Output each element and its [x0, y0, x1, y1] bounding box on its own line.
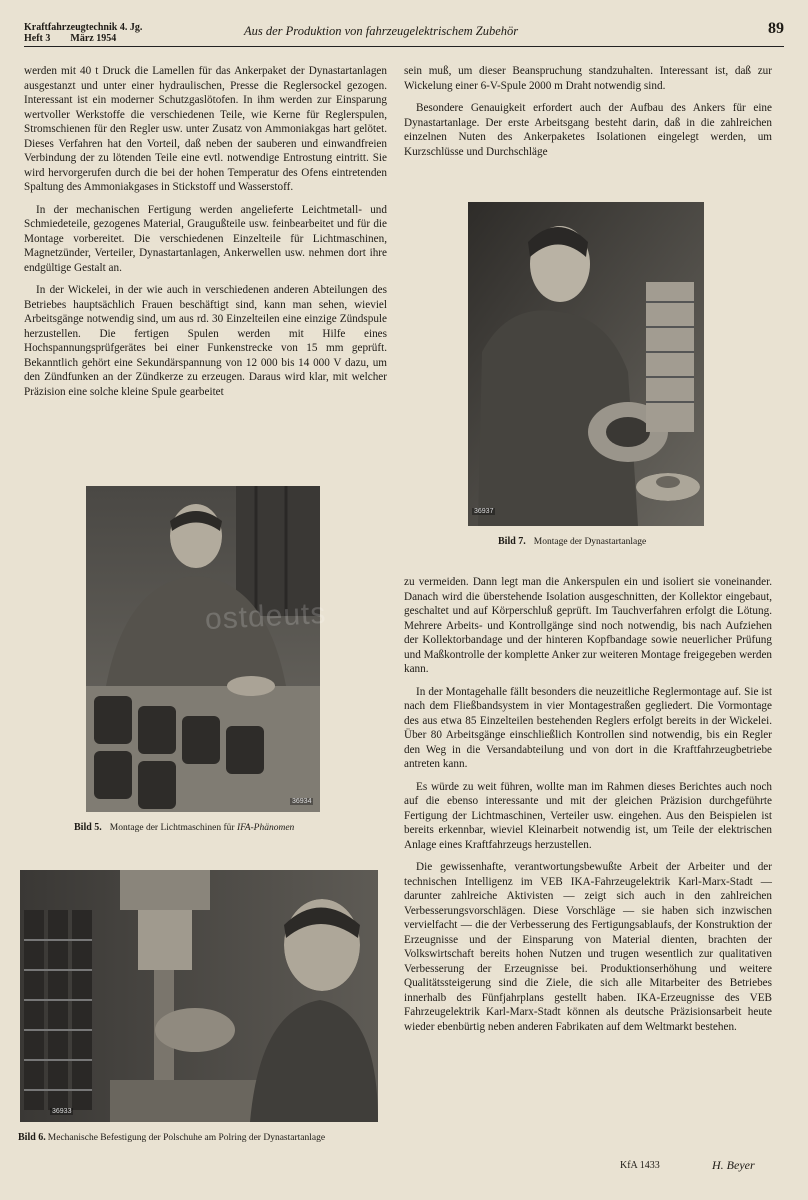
caption-label: Bild 6. [18, 1132, 46, 1143]
header-rule [24, 46, 784, 47]
photo-bild-5 [86, 486, 320, 812]
photo-bild-6 [20, 870, 378, 1122]
caption-text: Mechanische Befestigung der Polschuhe am Polring der Dynastartanlage [47, 1133, 326, 1143]
photo-stamp: 36933 [52, 1108, 72, 1115]
photo-bild-7 [468, 202, 704, 526]
signoff-code: KfA 1433 [620, 1160, 660, 1171]
paragraph: sein muß, um dieser Beanspruchung standzuhalten. Interessant ist, daß zur Wickelung einer 6-V-Spule 2000 m Draht notwendig sind. [404, 65, 772, 92]
watermark: ostdeuts [204, 596, 328, 637]
journal-line1: Kraftfahrzeugtechnik 4. Jg. [24, 22, 143, 33]
left-column-text [24, 64, 387, 407]
signoff-author: H. Beyer [712, 1158, 755, 1172]
journal-line2: Heft 3 März 1954 [24, 33, 117, 44]
paragraph: In der Wickelei, in der wie auch in verschiedenen anderen Abteilungen des Betriebes hauptsächlich Frauen beschäftigt sind, kann man sehen, wieviel Arbeitsgänge notwendig sind, um aus rd. 30 Einzelteilen eine einzige Zündspule herzustellen. Die fertigen Spulen werden mit Hilfe eines Hochspannungsprüfgerätes bei einer Funkenstrecke von 15 mm geprüft. Bekanntlich gehört eine Sekundärspannung von 12 000 bis 14 000 V dazu, um den Zündfunken an der Zündkerze zu erzeugen. Daraus wird klar, mit welcher Präzision eine solche kleine Spule gearbeitet [24, 284, 387, 398]
page-number: 89 [768, 20, 784, 37]
caption-bild-5 [74, 822, 294, 833]
paragraph: Die gewissenhafte, verantwortungsbewußte Arbeit der Arbeiter und der technischen Intelligenz im VEB IKA-Fahrzeugelektrik Karl-Marx-Stadt — darunter zahlreiche Aktivisten — zeigt sich auch in den zahlreichen Verbesserungsvorschlägen. Diese Vorschläge — sie haben sich inzwischen vervielfacht — die der Verbesserung des Fertigungsablaufs, der Konstruktion der Erzeugnisse und der Einsparung von Material dienten, brachten der Volkswirtschaft bereits hohen Nutzen und trugen wesentlich zur qualitativen Verbesserung der Erzeugnisse bei. Produktionserhöhung und weitere Qualitätssteigerung sind die Ziele, die sich alle Mitarbeiter des Betriebes innerhalb des Fünfjahrplans gestellt haben. IKA-Erzeugnisse des VEB Fahrzeugelektrik Karl-Marx-Stadt können als deutsche Präzisionsarbeit heute wieder ebenbürtig neben anderen Fabrikaten auf dem Weltmarkt bestehen. [404, 861, 772, 1033]
paragraph: zu vermeiden. Dann legt man die Ankerspulen ein und isoliert sie voneinander. Danach wird die überstehende Isolation ausgeschnitten, der Kollektor eingebaut, geschaltet und auf Körperschluß geprüft. Im Tauchverfahren erfolgt die Lötung. Mehrere Arbeits- und Kontrollgänge sind noch notwendig, bis nach Aufziehen der Kollektorbandage und der hinteren Kopfbandage sowie neuerlicher Prüfung und Maßkontrolle der komplette Anker zur weiteren Montage freigegeben werden kann. [404, 576, 772, 675]
right-column-text-top [404, 64, 772, 167]
photo-stamp: 36934 [292, 798, 312, 805]
journal-info [24, 22, 142, 44]
caption-emphasis: IFA-Phänomen [236, 823, 295, 833]
paragraph: In der Montagehalle fällt besonders die neuzeitliche Reglermontage auf. Sie ist nach dem Fließbandsystem in vier Montagestraßen gegliedert. Die Vormontage des aus etwa 85 Einzelteilen bestehenden Reglers erfolgt bereits in der Wickelei. Über 80 Arbeitsgänge einschließlich Kontrollen sind notwendig, bis ein Regler den Weg in die Versandabteilung und von dort in die Kraftfahrzeugbetriebe antreten kann. [404, 685, 772, 770]
paragraph: werden mit 40 t Druck die Lamellen für das Ankerpaket der Dynastartanlagen ausgestanzt und unter einer hydraulischen, Presse die Reglersockel gezogen. Interessant ist ein moderner Schutzgaslötofen. In ihm werden zur Einsparung wertvoller Werkstoffe die verschiedenen Teile, wie Kerne für Reglerspulen, Stromschienen für den Regler usw. unter Zusatz von Ammoniakgas hart gelötet. Dieses Verfahren hat den Vorteil, daß neben der sauberen und einwandfreien Verbindung der zu lötenden Teile eine evtl. notwendige Entrostung eintritt. Sie wird hervorgerufen durch die bei der hohen Temperatur des Ofens eintretenden Spaltung des Ammoniakgases in Stickstoff und Wasserstoff. [24, 65, 387, 193]
caption-label: Bild 5. [74, 822, 102, 833]
paragraph: In der mechanischen Fertigung werden angelieferte Leichtmetall- und Schmiedeteile, gezogenes Material, Graugußteile usw. feinbearbeitet und für die Montage vorbereitet. Die verschiedenen Einzelteile für Lichtmaschinen, Magnetzünder, Verteiler, Dynastartanlagen, Ankerwellen usw. nehmen dort ihre endgültige Gestalt an. [24, 203, 387, 274]
caption-text: Montage der Dynastartanlage [533, 537, 647, 547]
right-column-text-bottom [404, 575, 772, 1042]
paragraph: Es würde zu weit führen, wollte man im Rahmen dieses Berichtes auch noch auf die ebenso interessante und mit der gleichen Präzision durchgeführte Fertigung der Lichtmaschinen, Verteiler usw. eingehen. Aus den Beispielen ist bereits erkennbar, wieviel Kleinarbeit notwendig ist, um Teile der elektrischen Anlage eines Kraftfahrzeugs herzustellen. [404, 780, 772, 851]
section-title: Aus der Produktion von fahrzeugelektrischem Zubehör [244, 24, 519, 38]
caption-bild-7 [498, 536, 646, 547]
caption-text: Montage der Lichtmaschinen für [109, 823, 237, 833]
photo-stamp: 36937 [474, 508, 494, 515]
caption-label: Bild 7. [498, 536, 526, 547]
caption-bild-6 [18, 1132, 325, 1143]
paragraph: Besondere Genauigkeit erfordert auch der Aufbau des Ankers für eine Dynastartanlage. Der erste Arbeitsgang besteht darin, daß in die zahlreichen einzelnen Nuten des Ankerpaketes Isolationen eingelegt werden, um Kurzschlüsse und Durchschläge [404, 102, 772, 158]
